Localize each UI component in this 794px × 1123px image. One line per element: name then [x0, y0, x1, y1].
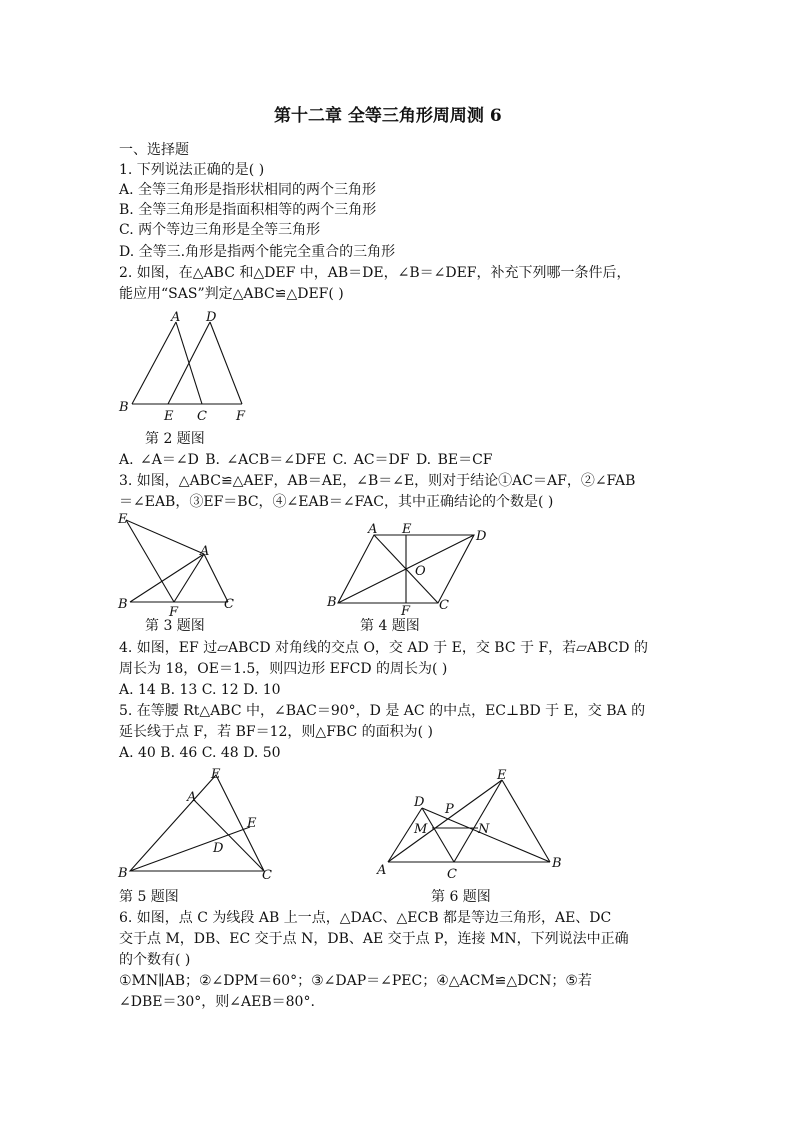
label-p: P: [445, 802, 454, 817]
question-1-option-b: B. 全等三角形是指面积相等的两个三角形: [119, 202, 377, 218]
label-a: A: [200, 544, 210, 559]
label-m: M: [414, 822, 428, 837]
figure-6-caption: 第 6 题图: [431, 889, 491, 905]
question-4-options: A. 14 B. 13 C. 12 D. 10: [119, 682, 281, 698]
question-1-stem: 1. 下列说法正确的是( ): [119, 162, 265, 178]
label-o: O: [415, 564, 426, 579]
label-d: D: [476, 529, 487, 544]
label-a: A: [377, 863, 387, 878]
figure-5: [116, 765, 281, 885]
label-c: C: [439, 598, 449, 613]
figure-4: [326, 518, 496, 618]
label-b: B: [118, 866, 128, 881]
question-5-options: A. 40 B. 46 C. 48 D. 50: [119, 745, 281, 761]
question-1-option-c: C. 两个等边三角形是全等三角形: [119, 222, 321, 238]
figure-3-diagram: [116, 510, 246, 620]
question-6-stem-cont: 交于点 M，DB、EC 交于点 N，DB、AE 交于点 P，连接 MN，下列说法中正确: [119, 931, 629, 947]
figure-6: [374, 766, 574, 886]
label-c: C: [197, 409, 207, 424]
label-f: F: [401, 604, 411, 619]
label-a: A: [368, 522, 378, 537]
question-2-stem-cont: 能应用“SAS”判定△ABC≌△DEF( ): [119, 286, 344, 302]
label-d: D: [206, 310, 217, 325]
question-6-stem: 6. 如图，点 C 为线段 AB 上一点，△DAC、△ECB 都是等边三角形，AE、DC: [119, 910, 612, 926]
label-e: E: [164, 409, 174, 424]
section-heading: 一、选择题: [119, 142, 189, 158]
label-a: A: [171, 310, 181, 325]
label-b: B: [118, 597, 128, 612]
label-b: B: [552, 856, 562, 871]
label-c: C: [447, 867, 457, 882]
label-b: B: [327, 595, 337, 610]
label-e-top: E: [211, 767, 221, 782]
question-5-stem-cont: 延长线于点 F，若 BF＝12，则△FBC 的面积为( ): [119, 724, 433, 740]
question-3-stem: 3. 如图，△ABC≌△AEF，AB＝AE，∠B＝∠E，则对于结论①AC＝AF，②∠FAB: [119, 473, 636, 489]
label-d: D: [414, 795, 425, 810]
question-4-stem: 4. 如图，EF 过▱ABCD 对角线的交点 O，交 AD 于 E，交 BC 于 F，若▱ABCD 的: [119, 640, 648, 656]
page-title: 第十二章 全等三角形周周测 6: [274, 106, 502, 126]
figure-2-diagram: [116, 308, 256, 428]
label-e: E: [118, 512, 128, 527]
label-a: A: [187, 790, 197, 805]
question-1-option-a: A. 全等三角形是指形状相同的两个三角形: [119, 182, 377, 198]
question-6-statements: ①MN∥AB；②∠DPM＝60°；③∠DAP＝∠PEC；④△ACM≌△DCN；⑤若: [119, 973, 592, 989]
label-e: E: [497, 768, 507, 783]
label-b: B: [119, 400, 129, 415]
question-5-stem: 5. 在等腰 Rt△ABC 中，∠BAC＝90°，D 是 AC 的中点，EC⊥BD 于 E，交 BA 的: [119, 703, 646, 719]
question-6-stem-cont2: 的个数有( ): [119, 952, 191, 968]
question-2-options: A. ∠A＝∠D B. ∠ACB＝∠DFE C. AC＝DF D. BE＝CF: [119, 452, 493, 468]
label-n: N: [478, 822, 490, 837]
label-d: D: [213, 841, 224, 856]
question-1-option-d: D. 全等三.角形是指两个能完全重合的三角形: [119, 244, 396, 260]
question-4-stem-cont: 周长为 18，OE＝1.5，则四边形 EFCD 的周长为( ): [119, 661, 448, 677]
label-c: C: [224, 597, 234, 612]
question-6-statements-cont: ∠DBE＝30°，则∠AEB＝80°.: [119, 994, 315, 1010]
label-e-right: E: [247, 816, 257, 831]
figure-2-caption: 第 2 题图: [145, 431, 205, 447]
figure-4-caption: 第 4 题图: [360, 618, 420, 634]
figure-3-caption: 第 3 题图: [145, 618, 205, 634]
label-c: C: [262, 868, 272, 883]
question-2-stem: 2. 如图，在△ABC 和△DEF 中，AB＝DE，∠B＝∠DEF，补充下列哪一条件后，: [119, 265, 631, 281]
figure-4-diagram: [326, 518, 496, 618]
label-f: F: [236, 409, 246, 424]
figure-6-diagram: [374, 766, 574, 886]
question-3-stem-cont: ＝∠EAB，③EF＝BC，④∠EAB＝∠FAC，其中正确结论的个数是( ): [119, 494, 554, 510]
figure-2: [116, 308, 256, 428]
figure-5-caption: 第 5 题图: [119, 889, 179, 905]
label-e: E: [402, 522, 412, 537]
figure-5-diagram: [116, 765, 281, 885]
figure-3: [116, 510, 246, 620]
label-f: F: [169, 605, 179, 620]
